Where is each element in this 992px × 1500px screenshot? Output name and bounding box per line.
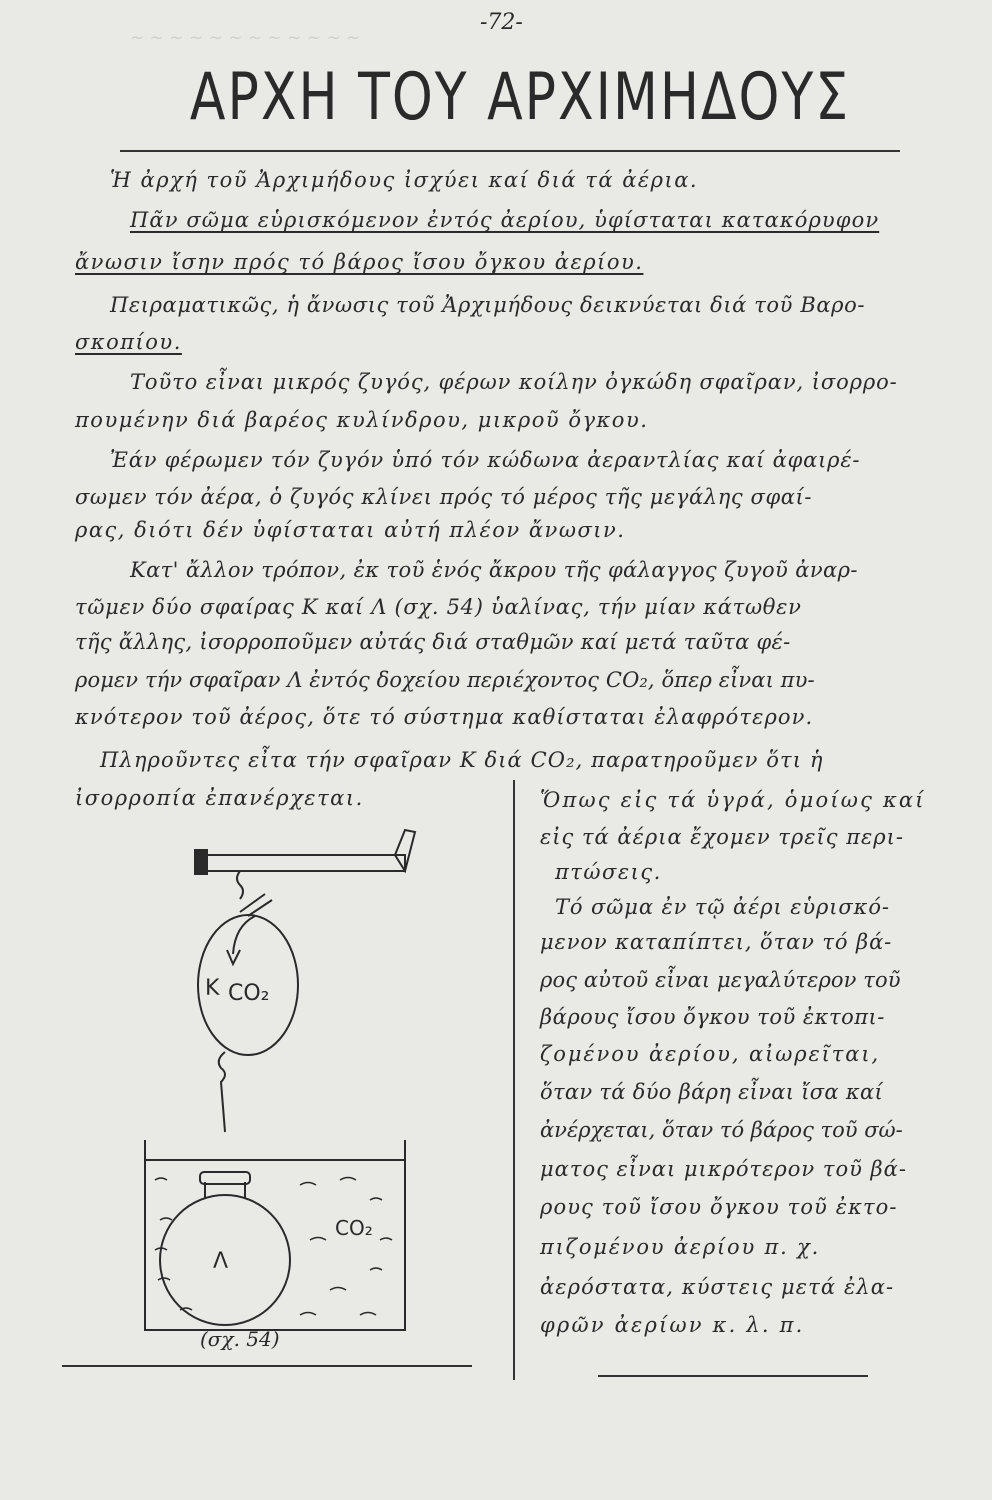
text-line: ἀερόστατα, κύστεις μετά ἐλα- <box>540 1275 895 1299</box>
text-line: πτώσεις. <box>555 860 662 884</box>
bleed-through-text: ~ ~ ~ ~ ~ ~ ~ ~ ~ ~ ~ ~ <box>130 28 361 48</box>
text-line: πουμένην διά βαρέος κυλίνδρου, μικροῦ ὄγκου. <box>75 408 649 432</box>
text-line: Πληροῦντες εἶτα τήν σφαῖραν Κ διά CO₂, παρατηροῦμεν ὅτι ἡ <box>100 748 824 772</box>
sphere-k-label: Κ <box>205 976 220 1001</box>
text-line: Πᾶν σῶμα εὑρισκόμενον ἐντός ἀερίου, ὑφίσταται κατακόρυφον <box>130 208 880 232</box>
text-line: ἰσορροπία ἐπανέρχεται. <box>75 786 364 810</box>
title-underline <box>120 150 900 152</box>
text-line: Ἡ ἀρχή τοῦ Ἀρχιμήδους ἰσχύει καί διά τά ἀέρια. <box>110 168 699 192</box>
text-line: φρῶν ἀερίων κ. λ. π. <box>540 1313 805 1337</box>
text-line: ρομεν τήν σφαῖραν Λ ἐντός δοχείου περιέχοντος CO₂, ὅπερ εἶναι πυ- <box>75 668 815 692</box>
arrow <box>233 916 255 954</box>
gas-texture <box>155 1178 392 1316</box>
page-title: ΑΡΧΗ ΤΟΥ ΑΡΧΙΜΗΔΟΥΣ <box>189 60 851 135</box>
text-line: μενον καταπίπτει, ὅταν τό βά- <box>540 930 893 954</box>
text-line: Ἐάν φέρωμεν τόν ζυγόν ὑπό τόν κώδωνα ἀεραντλίας καί ἀφαιρέ- <box>110 448 861 472</box>
beam-end-block <box>195 850 207 874</box>
text-line: σωμεν τόν ἀέρα, ὁ ζυγός κλίνει πρός τό μέρος τῆς μεγάλης σφαί- <box>75 485 813 509</box>
text-line: τῆς ἄλλης, ἰσορροποῦμεν αὐτάς διά σταθμῶν καί μετά ταῦτα φέ- <box>75 630 791 654</box>
text-line: Κατ' ἄλλον τρόπον, ἐκ τοῦ ἑνός ἄκρου τῆς φάλαγγος ζυγοῦ ἀναρ- <box>130 558 858 582</box>
vessel-gas-label: CO₂ <box>335 1216 373 1240</box>
text-line: Τοῦτο εἶναι μικρός ζυγός, φέρων κοίλην ὀγκώδη σφαῖραν, ἰσορρο- <box>130 370 898 394</box>
figure-caption: (σχ. 54) <box>200 1327 280 1351</box>
text-line: Ὅπως εἰς τά ὑγρά, ὁμοίως καί <box>540 788 926 812</box>
sphere-k-tube <box>240 894 272 916</box>
text-line: βάρους ἴσου ὄγκου τοῦ ἐκτοπι- <box>540 1005 885 1029</box>
page-number: -72- <box>480 10 523 35</box>
sphere-l-cap <box>200 1172 250 1184</box>
text-line: ρας, διότι δέν ὑφίσταται αὐτή πλέον ἄνωσιν. <box>75 518 626 542</box>
text-line: ματος εἶναι μικρότερον τοῦ βά- <box>540 1157 907 1181</box>
text-line: ὅταν τά δύο βάρη εἶναι ἴσα καί <box>540 1080 883 1104</box>
suspension-hook <box>237 871 243 899</box>
bottom-rule-left <box>62 1365 472 1367</box>
sphere-l-label: Λ <box>213 1249 229 1274</box>
lower-hook <box>219 1052 225 1132</box>
text-line: ρους τοῦ ἴσου ὄγκου τοῦ ἐκτο- <box>540 1195 898 1219</box>
balance-beam <box>200 855 405 871</box>
text-line: πιζομένου ἀερίου π. χ. <box>540 1235 821 1259</box>
column-divider <box>513 780 515 1380</box>
bottom-rule-right <box>598 1375 868 1377</box>
text-line: ἀνέρχεται, ὅταν τό βάρος τοῦ σώ- <box>540 1118 903 1142</box>
text-line: Τό σῶμα ἐν τῷ ἀέρι εὑρισκό- <box>555 895 890 919</box>
text-line: ἄνωσιν ἴσην πρός τό βάρος ἴσου ὄγκου ἀερίου. <box>75 250 644 274</box>
text-line: κνότερον τοῦ ἀέρος, ὅτε τό σύστημα καθίσταται ἐλαφρότερον. <box>75 705 814 729</box>
text-line: τῶμεν δύο σφαίρας Κ καί Λ (σχ. 54) ὑαλίνας, τήν μίαν κάτωθεν <box>75 595 802 619</box>
sphere-k-gas-label: CO₂ <box>228 981 270 1006</box>
text-line: ζομένου ἀερίου, αἰωρεῖται, <box>540 1042 881 1066</box>
text-line: Πειραματικῶς, ἡ ἄνωσις τοῦ Ἀρχιμήδους δεικνύεται διά τοῦ Βαρο- <box>110 293 866 317</box>
balance-diagram <box>100 820 500 1340</box>
text-line: εἰς τά ἀέρια ἔχομεν τρεῖς περι- <box>540 825 904 849</box>
text-line: σκοπίου. <box>75 330 182 354</box>
text-line: ρος αὐτοῦ εἶναι μεγαλύτερον τοῦ <box>540 968 901 992</box>
